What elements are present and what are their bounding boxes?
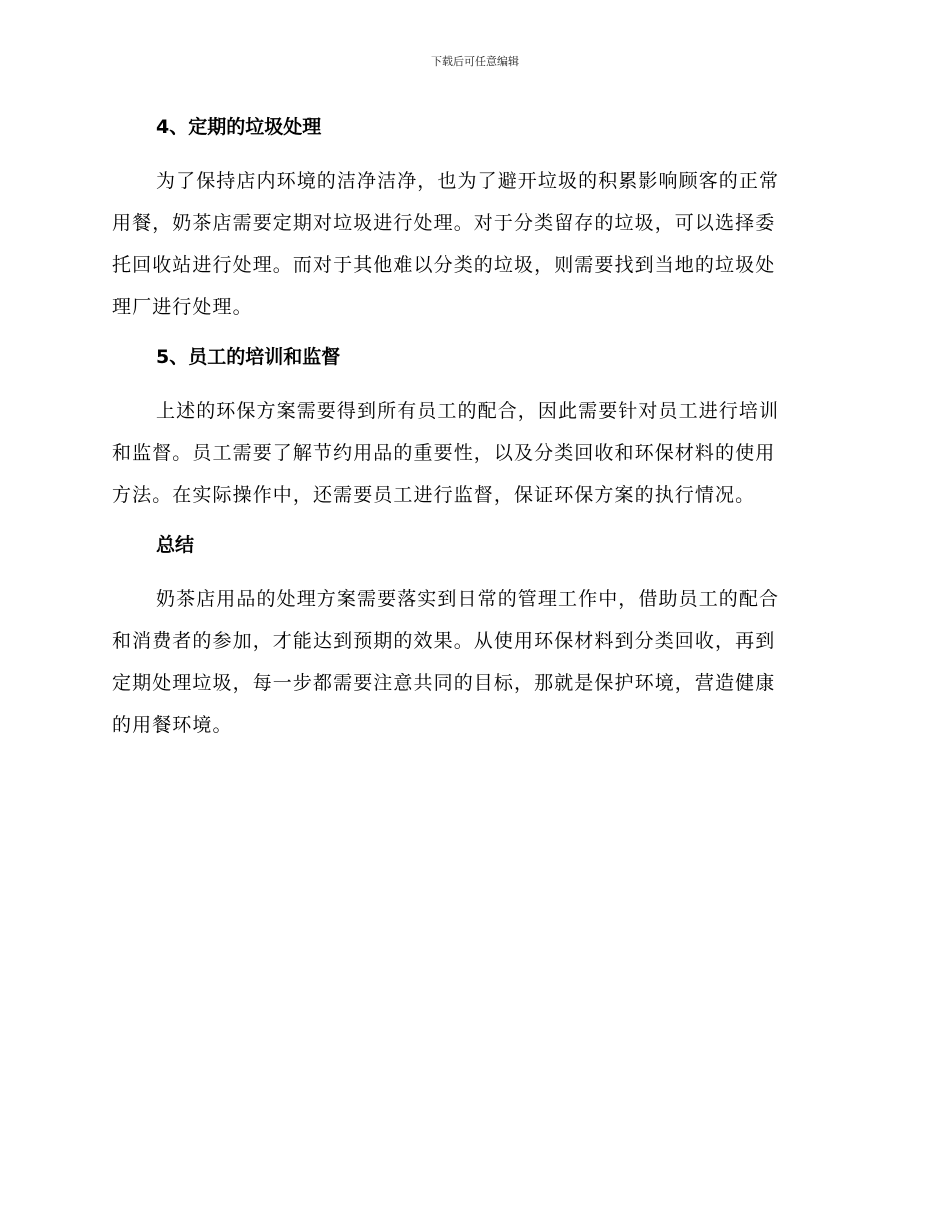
paragraph-training bbox=[112, 390, 832, 516]
paragraph-line: 为了保持店内环境的洁净洁净，也为了避开垃圾的积累影响顾客的正常 bbox=[156, 170, 780, 192]
paragraph-line: 方法。在实际操作中，还需要员工进行监督，保证环保方案的执行情况。 bbox=[112, 484, 756, 506]
paragraph-line: 用餐，奶茶店需要定期对垃圾进行处理。对于分类留存的垃圾，可以选择委 bbox=[112, 212, 776, 234]
section-heading-training: 5、员工的培训和监督 bbox=[156, 346, 341, 368]
paragraph-summary bbox=[112, 578, 832, 746]
paragraph-line: 定期处理垃圾，每一步都需要注意共同的目标，那就是保护环境，营造健康 bbox=[112, 672, 776, 694]
section-heading-garbage: 4、定期的垃圾处理 bbox=[156, 116, 322, 138]
paragraph-line: 的用餐环境。 bbox=[112, 714, 233, 736]
paragraph-garbage bbox=[112, 160, 832, 328]
paragraph-line: 理厂进行处理。 bbox=[112, 296, 253, 318]
paragraph-line: 上述的环保方案需要得到所有员工的配合，因此需要针对员工进行培训 bbox=[156, 400, 780, 422]
paragraph-line: 托回收站进行处理。而对于其他难以分类的垃圾，则需要找到当地的垃圾处 bbox=[112, 254, 776, 276]
section-heading-summary: 总结 bbox=[156, 534, 195, 556]
paragraph-line: 和监督。员工需要了解节约用品的重要性，以及分类回收和环保材料的使用 bbox=[112, 442, 776, 464]
document-body bbox=[112, 112, 832, 760]
paragraph-line: 奶茶店用品的处理方案需要落实到日常的管理工作中，借助员工的配合 bbox=[156, 588, 780, 610]
paragraph-line: 和消费者的参加，才能达到预期的效果。从使用环保材料到分类回收，再到 bbox=[112, 630, 776, 652]
header-note: 下载后可任意编辑 bbox=[431, 55, 519, 68]
